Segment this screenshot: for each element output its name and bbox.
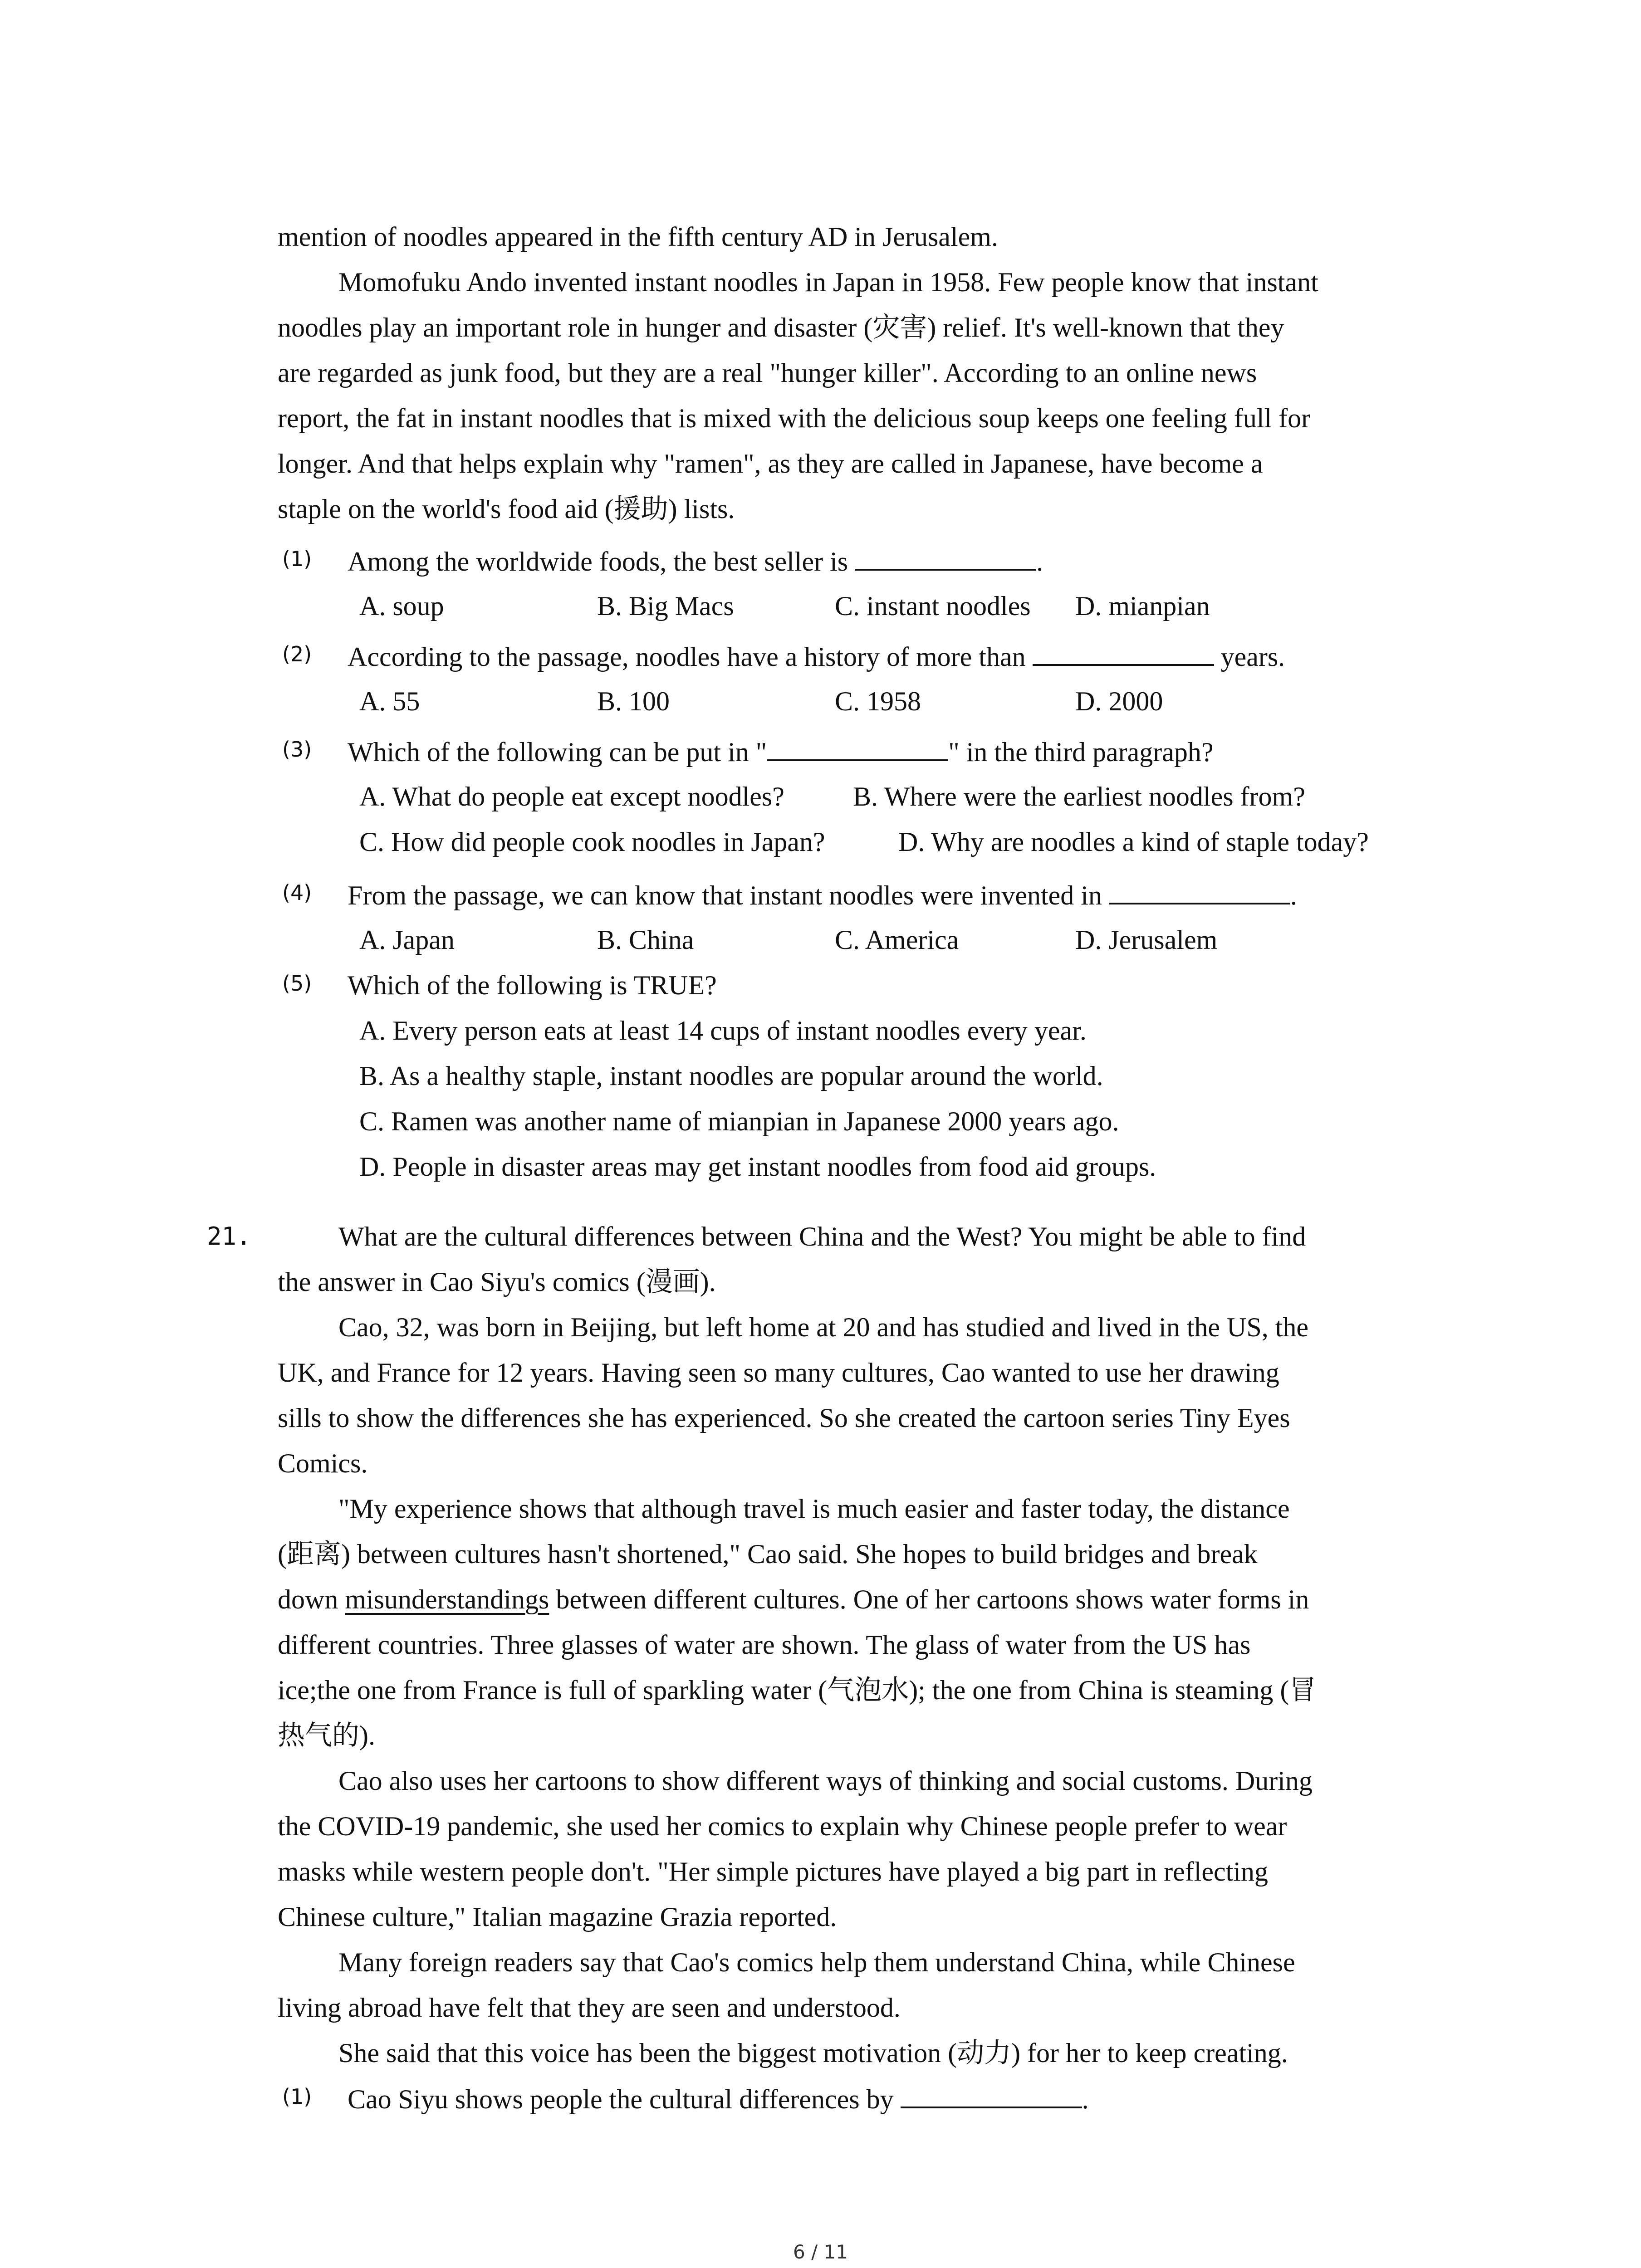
option: B. As a healthy staple, instant noodles are popular around the world.: [359, 1061, 1103, 1091]
passage-line: What are the cultural differences between China and the West? You might be able to find: [338, 1222, 1306, 1251]
passage-line: 热气的).: [278, 1721, 375, 1750]
passage-line: Momofuku Ando invented instant noodles in Japan in 1958. Few people know that instant: [338, 267, 1318, 297]
question-stem: [348, 876, 1297, 914]
passage-line: noodles play an important role in hunger and disaster (灾害) relief. It's well-known that they: [278, 313, 1284, 342]
passage-line: different countries. Three glasses of water are shown. The glass of water from the US has: [278, 1630, 1251, 1660]
question-stem: [348, 733, 1214, 770]
option: C. How did people cook noodles in Japan?: [359, 827, 825, 857]
question-number: (1): [282, 547, 312, 571]
passage-line: the COVID-19 pandemic, she used her comics to explain why Chinese people prefer to wear: [278, 1811, 1287, 1841]
option: A. soup: [359, 591, 444, 621]
passage-line: longer. And that helps explain why "ramen", as they are called in Japanese, have become a: [278, 449, 1263, 479]
option: D. People in disaster areas may get instant noodles from food aid groups.: [359, 1152, 1156, 1182]
passage-line: [278, 1581, 1309, 1618]
stem-text: Cao Siyu shows people the cultural differences by: [348, 2084, 894, 2114]
option: A. Every person eats at least 14 cups of instant noodles every year.: [359, 1016, 1087, 1046]
stem-text: " in the third paragraph?: [948, 737, 1214, 767]
question-stem: [348, 2080, 1089, 2117]
passage-line: are regarded as junk food, but they are a real "hunger killer". According to an online news: [278, 358, 1257, 388]
passage-line: ice;the one from France is full of sparkling water (气泡水); the one from China is steaming (冒: [278, 1675, 1317, 1705]
stem-text: .: [1036, 547, 1043, 577]
option: D. 2000: [1075, 686, 1163, 716]
passage-line: the answer in Cao Siyu's comics (漫画).: [278, 1267, 716, 1297]
option: C. America: [835, 925, 959, 955]
question-number-21: 21.: [207, 1222, 251, 1251]
stem-text: Which of the following can be put in ": [348, 737, 767, 767]
stem-text: years.: [1220, 642, 1285, 672]
passage-line: (距离) between cultures hasn't shortened," Cao said. She hopes to build bridges and break: [278, 1539, 1258, 1569]
passage-line: sills to show the differences she has experienced. So she created the cartoon series Tiny Eyes: [278, 1403, 1290, 1433]
option: D. mianpian: [1075, 591, 1210, 621]
option: C. Ramen was another name of mianpian in Japanese 2000 years ago.: [359, 1106, 1119, 1136]
option: B. 100: [597, 686, 670, 716]
question-stem: Which of the following is TRUE?: [348, 970, 717, 1000]
option: A. Japan: [359, 925, 455, 955]
option: D. Jerusalem: [1075, 925, 1218, 955]
passage-line: UK, and France for 12 years. Having seen so many cultures, Cao wanted to use her drawing: [278, 1358, 1279, 1388]
underlined-word: misunderstandings: [345, 1584, 549, 1614]
passage-line: report, the fat in instant noodles that is mixed with the delicious soup keeps one feeling full for: [278, 403, 1311, 433]
question-stem: [348, 638, 1285, 675]
passage-line: Comics.: [278, 1448, 368, 1478]
passage-line: "My experience shows that although travel is much easier and faster today, the distance: [338, 1494, 1290, 1524]
option: B. China: [597, 925, 694, 955]
stem-text: Among the worldwide foods, the best seller is: [348, 547, 848, 577]
option: C. instant noodles: [835, 591, 1031, 621]
passage-line: living abroad have felt that they are seen and understood.: [278, 1993, 901, 2023]
question-stem: [348, 543, 1043, 580]
stem-text: .: [1082, 2084, 1089, 2114]
option: B. Big Macs: [597, 591, 734, 621]
stem-text: According to the passage, noodles have a history of more than: [348, 642, 1026, 672]
text-span: down: [278, 1584, 338, 1614]
answer-blank: [855, 543, 1036, 571]
passage-line: Cao also uses her cartoons to show different ways of thinking and social customs. During: [338, 1766, 1313, 1796]
stem-text: .: [1290, 880, 1297, 910]
option: C. 1958: [835, 686, 921, 716]
passage-line: She said that this voice has been the biggest motivation (动力) for her to keep creating.: [338, 2038, 1288, 2068]
answer-blank: [901, 2080, 1082, 2108]
question-number: (4): [282, 880, 312, 905]
question-number: (1): [282, 2084, 312, 2109]
option: A. What do people eat except noodles?: [359, 782, 784, 811]
option: B. Where were the earliest noodles from?: [853, 782, 1305, 811]
stem-text: From the passage, we can know that instant noodles were invented in: [348, 880, 1102, 910]
answer-blank: [1109, 876, 1290, 904]
option: A. 55: [359, 686, 420, 716]
passage-line: masks while western people don't. "Her simple pictures have played a big part in reflecting: [278, 1857, 1268, 1887]
passage-line: Chinese culture," Italian magazine Grazia reported.: [278, 1902, 837, 1932]
passage-line: Cao, 32, was born in Beijing, but left home at 20 and has studied and lived in the US, the: [338, 1312, 1308, 1342]
answer-blank: [1033, 638, 1214, 666]
option: D. Why are noodles a kind of staple today?: [898, 827, 1369, 857]
question-number: (2): [282, 642, 312, 666]
question-number: (5): [282, 971, 312, 996]
text-span: between different cultures. One of her cartoons shows water forms in: [556, 1584, 1309, 1614]
answer-blank: [767, 733, 948, 761]
passage-line: mention of noodles appeared in the fifth century AD in Jerusalem.: [278, 222, 998, 252]
passage-line: staple on the world's food aid (援助) lists.: [278, 494, 735, 524]
passage-line: Many foreign readers say that Cao's comics help them understand China, while Chinese: [338, 1947, 1295, 1977]
page-number: 6 / 11: [793, 2241, 848, 2263]
question-number: (3): [282, 737, 312, 762]
